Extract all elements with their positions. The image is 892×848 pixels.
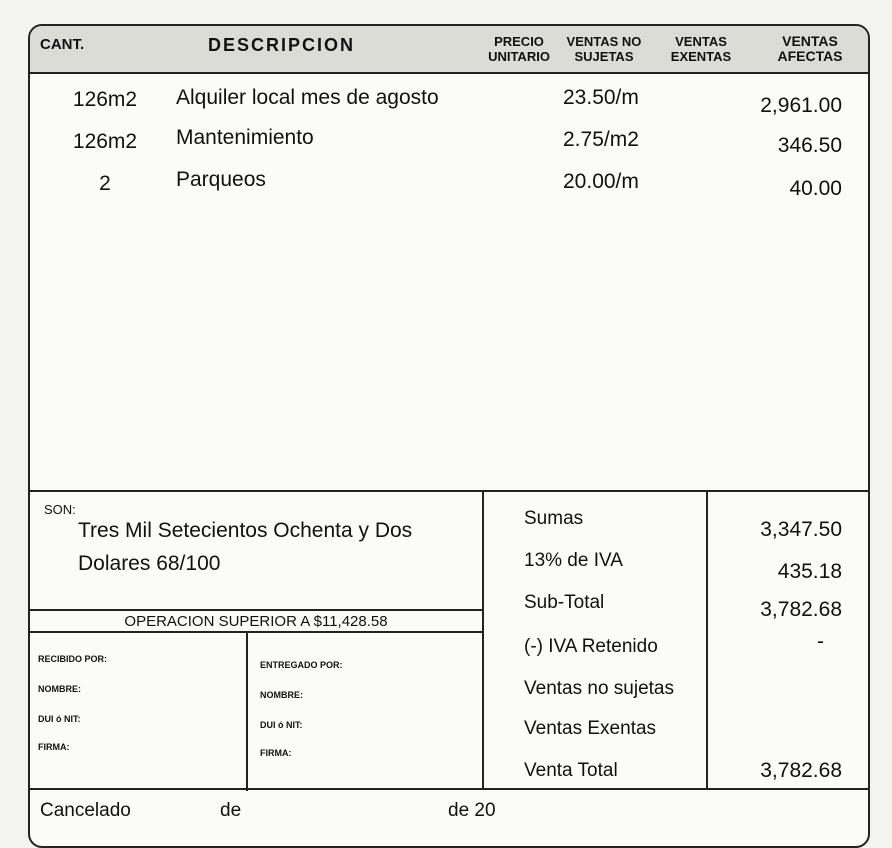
son-label: SON: <box>44 502 76 517</box>
iva-value: 435.18 <box>777 560 842 583</box>
header-ventas-exentas: VENTAS EXENTAS <box>670 34 732 64</box>
header-cant: CANT. <box>40 36 85 53</box>
item-price: 23.50/m <box>563 86 639 109</box>
sumas-label: Sumas <box>524 508 584 529</box>
item-description: Mantenimiento <box>176 126 314 149</box>
cancelado-de-label: de <box>220 800 242 821</box>
header-ventas-no-sujetas: VENTAS NO SUJETAS <box>566 34 642 64</box>
column-divider <box>706 490 708 790</box>
item-amount: 2,961.00 <box>760 94 842 117</box>
recibido-nombre-label: NOMBRE: <box>38 684 81 694</box>
item-price: 20.00/m <box>563 170 639 193</box>
header-descripcion: DESCRIPCION <box>208 35 356 55</box>
item-amount: 346.50 <box>777 134 842 157</box>
header-ventas-afectas: VENTAS AFECTAS <box>777 33 843 64</box>
son-amount-in-words: Tres Mil Setecientos Ochenta y Dos Dolares 68/100 <box>78 519 413 575</box>
venta-total-label: Venta Total <box>524 760 618 781</box>
son-divider <box>30 609 482 611</box>
item-qty: 2 <box>99 172 111 195</box>
item-description: Parqueos <box>176 168 266 191</box>
item-qty: 126m2 <box>72 88 138 111</box>
item-amount: 40.00 <box>789 177 842 200</box>
entregado-por-label: ENTREGADO POR: <box>260 660 343 670</box>
iva-label: 13% de IVA <box>524 550 623 571</box>
cancelado-year-label: de 20 <box>448 800 496 821</box>
signature-divider <box>246 631 248 791</box>
table-header <box>30 26 868 74</box>
item-description: Alquiler local mes de agosto <box>176 86 439 109</box>
entregado-dui-label: DUI ó NIT: <box>260 720 303 730</box>
entregado-nombre-label: NOMBRE: <box>260 690 303 700</box>
recibido-firma-label: FIRMA: <box>38 742 70 752</box>
subtotal-value: 3,782.68 <box>760 598 842 621</box>
venta-total-value: 3,782.68 <box>760 759 842 782</box>
entregado-firma-label: FIRMA: <box>260 748 292 758</box>
subtotal-label: Sub-Total <box>524 592 605 613</box>
ventas-no-sujetas-label: Ventas no sujetas <box>524 678 674 699</box>
sumas-value: 3,347.50 <box>760 518 842 541</box>
footer-divider <box>30 788 868 790</box>
invoice-sheet <box>28 24 870 848</box>
iva-retenido-label: (-) IVA Retenido <box>524 636 658 657</box>
recibido-por-label: RECIBIDO POR: <box>38 654 108 664</box>
iva-retenido-value: - <box>817 630 824 653</box>
cancelado-label: Cancelado <box>40 800 131 821</box>
operacion-notice: OPERACION SUPERIOR A $11,428.58 <box>124 613 388 630</box>
ventas-exentas-label: Ventas Exentas <box>524 718 657 739</box>
item-price: 2.75/m2 <box>563 128 639 151</box>
header-precio-unitario: PRECIO UNITARIO <box>488 34 550 64</box>
operacion-divider <box>30 631 482 633</box>
recibido-dui-label: DUI ó NIT: <box>38 714 81 724</box>
item-qty: 126m2 <box>72 130 138 153</box>
section-divider <box>30 490 868 492</box>
